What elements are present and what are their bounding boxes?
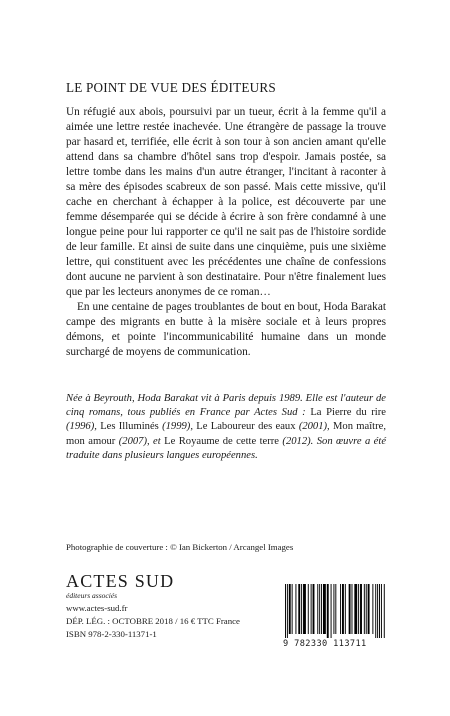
bio-book-2: Les Illuminés [100,421,159,433]
barcode-bar [301,584,302,634]
bio-book-4: Mon maître, mon amour [66,421,387,447]
barcode-bar [287,584,288,638]
synopsis-paragraph-2: En une centaine de pages troublantes de bout en bout, Hoda Barakat campe des migrants en butte à la misère sociale et à leurs propres démons, et pointe l'incommunicabilité humaine dans un monde surchargé de moyens de communication. [66,301,386,358]
bio-year-1: (1996), [66,421,101,433]
barcode-bar [317,584,318,634]
barcode-bars [283,584,387,638]
barcode-bar [323,584,326,634]
isbn-number: ISBN 978-2-330-11371-1 [66,629,157,640]
barcode-bar [342,584,344,634]
synopsis-paragraph-1: Un réfugié aux abois, poursuivi par un tueur, écrit à la femme qu'il a aimée une lettre restée inachevée. Une étrangère de passage la trouve par hasard et, terrifiée, elle écrit à son tour à son ancien amant qu'elle attend dans sa chambre d'hôtel sans trop d'espoir. Jamais postée, sa lettre tombe dans les mains d'un autre étranger, l'incitant à raconter à sa mère des épisodes scabreux de son passé. Mais cette missive, qu'il cache en cherchant à échapper à la police, est découverte par une femme désemparée qui se décide à écrire à son frère condamné à une longue peine pour lui rapporter ce qu'il ne sait pas de l'histoire sordide de leur famille. Et ainsi de suite dans une cinquième, puis une sixième lettre, qui constituent avec les précédentes une chaîne de confessions dont aucune ne parvient à son destinataire. Pour n'être finalement lues que par les lecteurs anonymes de ce roman… [66,106,386,298]
barcode-bar [345,584,346,634]
website-link[interactable]: www.actes-sud.fr [66,603,128,613]
bio-year-3: (2001), [295,421,333,433]
barcode-bar [333,584,334,634]
barcode-bar [354,584,357,634]
barcode-bar [311,584,312,634]
barcode-bar [364,584,365,634]
bio-book-5: Le Royaume de cette terre [164,435,279,447]
barcode-bar [313,584,315,634]
cover-photo-credit: Photographie de couverture : © Ian Bickerton / Arcangel Images [66,542,294,552]
barcode-bar [295,584,296,634]
bio-book-1: La Pierre du rire [310,407,386,419]
barcode-bar [375,584,376,638]
bio-text-1: Née à Beyrouth, Hoda Barakat vit à Paris depuis 1989. Elle est l'auteur de cinq romans, tous publiés en France par Actes Sud : [66,393,386,419]
barcode-bar [319,584,320,634]
barcode-bar [384,584,385,638]
barcode-bar [335,584,336,634]
bio-year-4: (2007), et [115,435,165,447]
barcode-bar [352,584,353,634]
bio-year-2: (1999), [158,421,197,433]
barcode-bar [321,584,322,634]
publisher-tagline: éditeurs associés [66,591,118,600]
publisher-name: ACTES SUD [66,571,175,591]
barcode-bar [366,584,367,634]
barcode-bar [331,584,332,638]
barcode-bar [303,584,306,634]
section-heading: LE POINT DE VUE DES ÉDITEURS [66,80,276,95]
barcode-bar [381,584,382,638]
barcode [283,584,387,648]
legal-deposit: DÉP. LÉG. : OCTOBRE 2018 / 16 € TTC France [66,616,240,627]
synopsis [66,105,386,360]
publication-info [66,602,240,642]
barcode-bar [308,584,309,634]
barcode-bar [360,584,362,634]
barcode-bar [340,584,341,634]
author-bio [66,392,386,463]
barcode-bar [292,584,293,634]
barcode-bar [289,584,291,634]
barcode-bar [379,584,380,638]
barcode-bar [358,584,359,634]
barcode-bar [349,584,351,634]
barcode-bar [285,584,286,638]
bio-year-5: (2012). Son œuvre a été traduite dans plusieurs langues européennes. [66,435,387,461]
bio-book-3: Le Laboureur des eaux [196,421,296,433]
barcode-digits: 9 782330 113711 [283,639,367,649]
barcode-bar [298,584,300,634]
barcode-bar [377,584,378,638]
barcode-bar [372,584,373,634]
publisher-logo [66,572,174,600]
barcode-bar [327,584,329,638]
barcode-bar [368,584,370,634]
